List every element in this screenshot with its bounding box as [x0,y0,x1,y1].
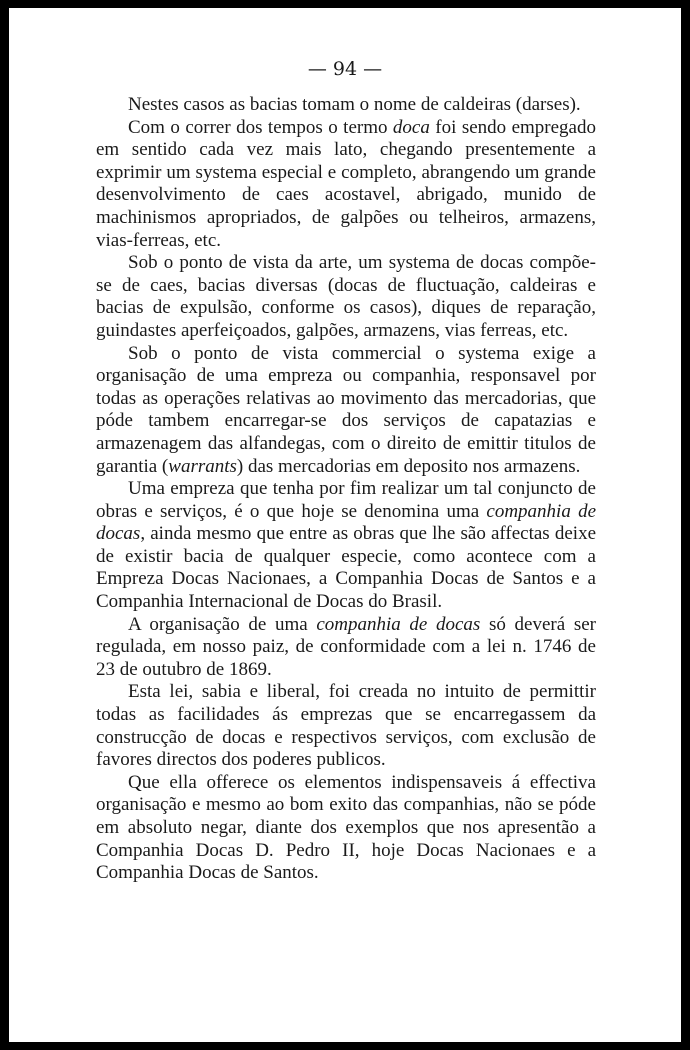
paragraph-3: Sob o ponto de vista da arte, um systema de docas compõe-se de caes, bacias diversas (docas de fluctuação, caldeiras e bacias de expulsão, conforme os casos), diques de reparação, guindastes aperfeiçoados, galpões, armazens, vias ferreas, etc. [96,252,596,341]
page-number: — 94 — [307,58,383,80]
paragraph-6-text: A organisação de uma [128,613,317,635]
paragraph-5 [96,478,596,614]
paragraph-2-text: Com o correr dos tempos o termo [128,116,393,138]
paragraph-2-text-cont: foi sendo empregado em sentido cada vez mais lato, chegando presentemente a exprimir um systema especial e completo, abrangendo um grande desenvolvimento de caes acostavel, abrigado, munido de machinismos apropriados, de galpões ou telheiros, armazens, vias-ferreas, etc. [96,116,596,251]
paragraph-2 [96,117,596,253]
body-text [96,94,596,885]
paragraph-1: Nestes casos as bacias tomam o nome de caldeiras (darses). [128,94,581,115]
paragraph-7: Esta lei, sabia e liberal, foi creada no intuito de permittir todas as facilidades ás emprezas que se encarregassem da construcção de docas e respectivos serviços, com exclusão de favores directos dos poderes publicos. [96,681,596,771]
paragraph-2-italic: doca [392,116,430,138]
paragraph-4-text-cont: ) das mercadorias em deposito nos armazens. [236,455,581,477]
document-page [9,8,681,1042]
paragraph-5-italic: companhia de docas [96,500,596,545]
paragraph-4-text: Sob o ponto de vista commercial o systema exige a organisação de uma empreza ou companhia, responsavel por todas as operações relativas ao movimento das mercadorias, que póde tambem encarregar-se dos serviços de capatazias e armazenagem das alfandegas, com o direito de emittir titulos de garantia ( [96,342,596,477]
paragraph-6-text-cont: só deverá ser regulada, em nosso paiz, de conformidade com a lei n. 1746 de 23 de outubro de 1869. [96,613,596,680]
paragraph-5-text-cont: , ainda mesmo que entre as obras que lhe são affectas deixe de existir bacia de qualquer especie, como acontece com a Empreza Docas Nacionaes, a Companhia Docas de Santos e a Companhia Internacional de Docas do Brasil. [96,523,596,613]
paragraph-4-italic: warrants [168,455,237,477]
paragraph-6 [96,614,596,682]
paragraph-5-text: Uma empreza que tenha por fim realizar um tal conjuncto de obras e serviços, é o que hoje se denomina uma [96,478,596,522]
paragraph-4 [96,343,596,479]
paragraph-8: Que ella offerece os elementos indispensaveis á effectiva organisação e mesmo ao bom exito das companhias, não se póde em absoluto negar, diante dos exemplos que nos apresentão a Companhia Docas D. Pedro II, hoje Docas Nacionaes e a Companhia Docas de Santos. [96,771,596,884]
paragraph-6-italic: companhia de docas [316,613,481,635]
